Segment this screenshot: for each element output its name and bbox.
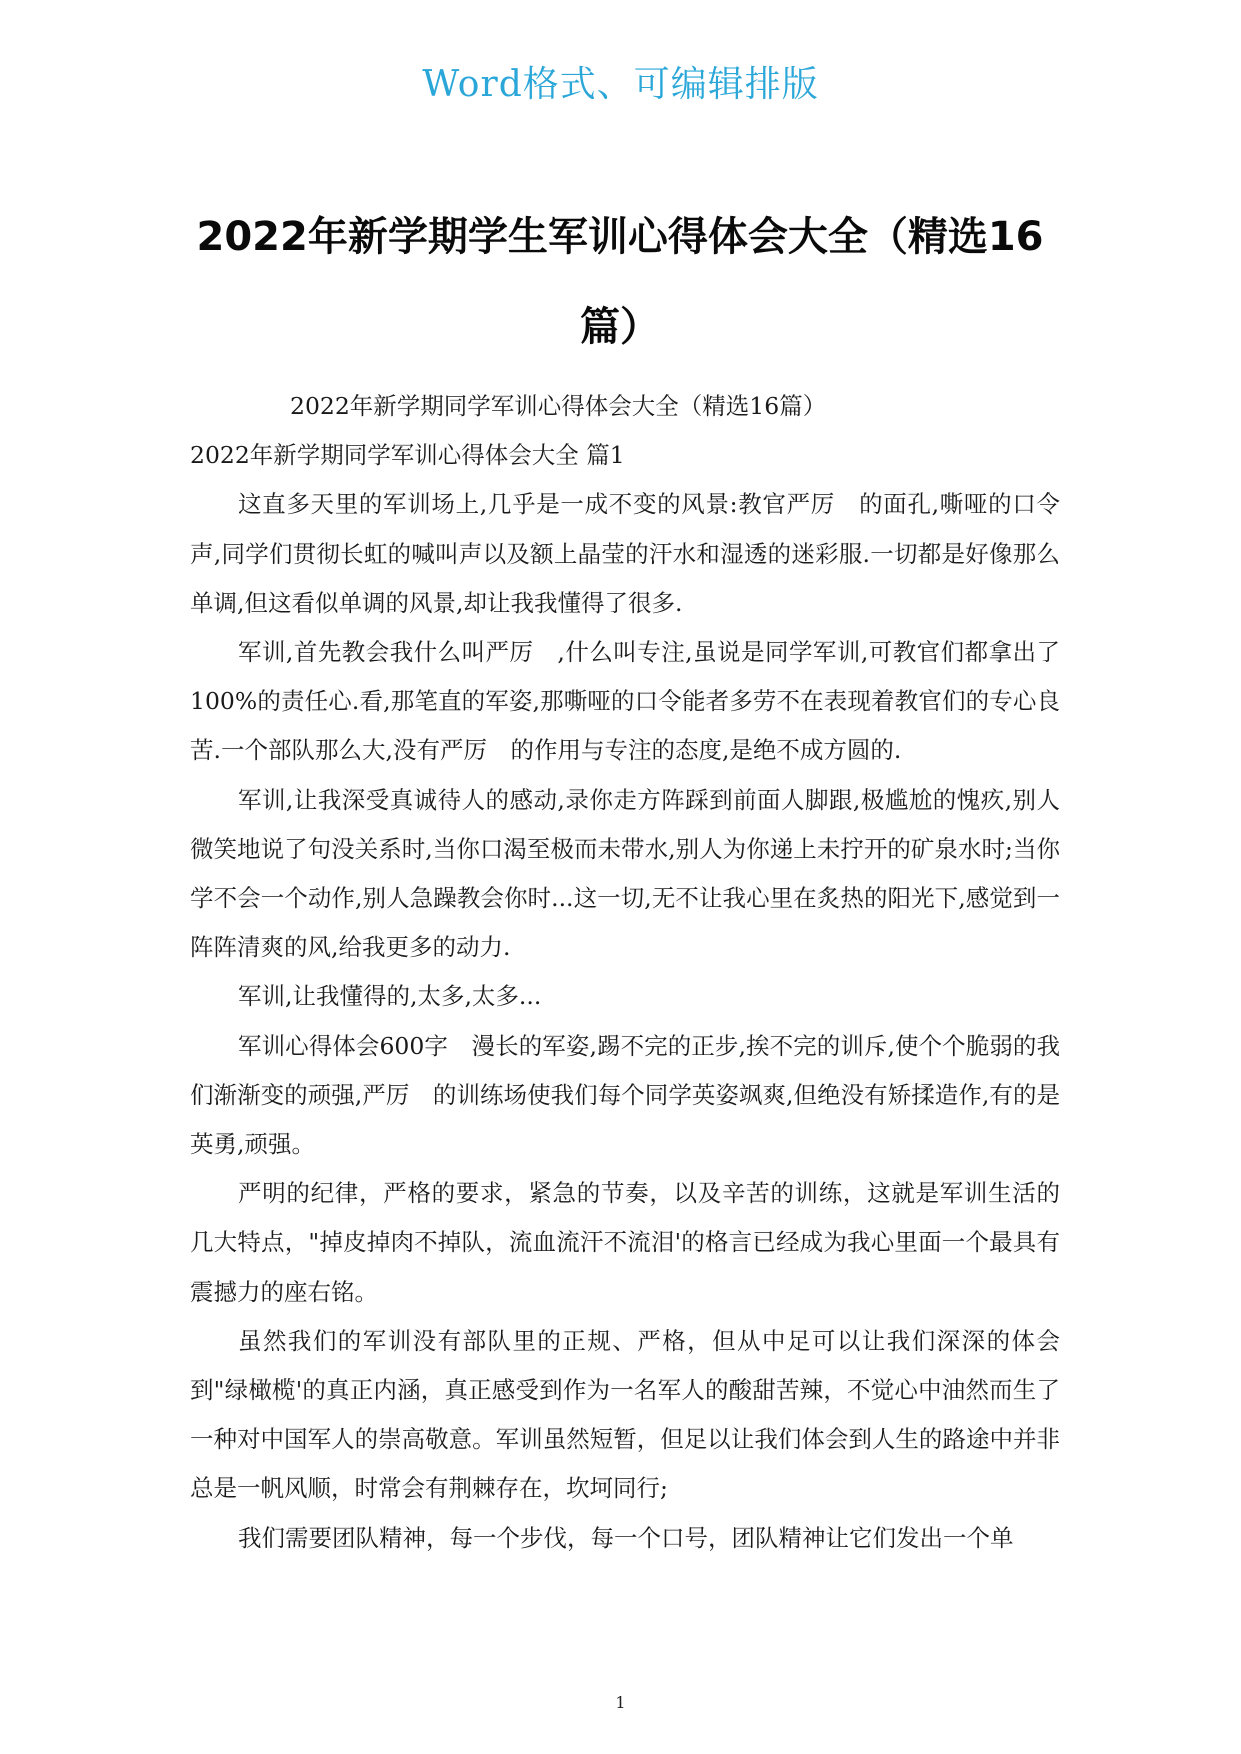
paragraph: 严明的纪律，严格的要求，紧急的节奏，以及辛苦的训练，这就是军训生活的几大特点，"掉皮掉肉不掉队，流血流汗不流泪'的格言已经成为我心里面一个最具有震撼力的座右铭。	[190, 1179, 1060, 1306]
paragraph: 这直多天里的军训场上,几乎是一成不变的风景:教官严厉 的面孔,嘶哑的口令声,同学们贯彻长虹的喊叫声以及额上晶莹的汗水和湿透的迷彩服.一切都是好像那么单调,但这看似单调的风景,却让我我懂得了很多.	[190, 490, 1060, 617]
section-heading: 2022年新学期同学军训心得体会大全 篇1	[190, 441, 625, 470]
document-title: 2022年新学期学生军训心得体会大全（精选16篇）	[196, 214, 1044, 350]
page-number: 1	[615, 1693, 626, 1712]
paragraph: 军训,让我深受真诚待人的感动,录你走方阵踩到前面人脚跟,极尴尬的愧疚,别人微笑地说了句没关系时,当你口渴至极而未带水,别人为你递上未拧开的矿泉水时;当你学不会一个动作,别人急躁教会你时...这一切,无不让我心里在炙热的阳光下,感觉到一阵阵清爽的风,给我更多的动力.	[190, 785, 1060, 962]
paragraph: 军训,首先教会我什么叫严厉 ,什么叫专注,虽说是同学军训,可教官们都拿出了100%的责任心.看,那笔直的军姿,那嘶哑的口令能者多劳不在表现着教官们的专心良苦.一个部队那么大,没有严厉 的作用与专注的态度,是绝不成方圆的.	[190, 638, 1060, 765]
paragraph: 我们需要团队精神，每一个步伐，每一个口号，团队精神让它们发出一个单	[238, 1523, 1014, 1552]
document-body	[190, 382, 1060, 1563]
paragraph: 军训心得体会600字 漫长的军姿,踢不完的正步,挨不完的训斥,使个个脆弱的我们渐渐变的顽强,严厉 的训练场使我们每个同学英姿飒爽,但绝没有矫揉造作,有的是英勇,顽强。	[190, 1031, 1060, 1159]
paragraph: 虽然我们的军训没有部队里的正规、严格，但从中足可以让我们深深的体会到"绿橄榄'的真正内涵，真正感受到作为一名军人的酸甜苦辣，不觉心中油然而生了一种对中国军人的崇高敬意。军训虽然短暂，但足以让我们体会到人生的路途中并非总是一帆风顺，时常会有荆棘存在，坎坷同行;	[190, 1326, 1060, 1503]
subtitle: 2022年新学期同学军训心得体会大全（精选16篇）	[290, 392, 827, 420]
header-banner: Word格式、可编辑排版	[422, 64, 819, 105]
paragraph: 军训,让我懂得的,太多,太多...	[238, 982, 542, 1011]
